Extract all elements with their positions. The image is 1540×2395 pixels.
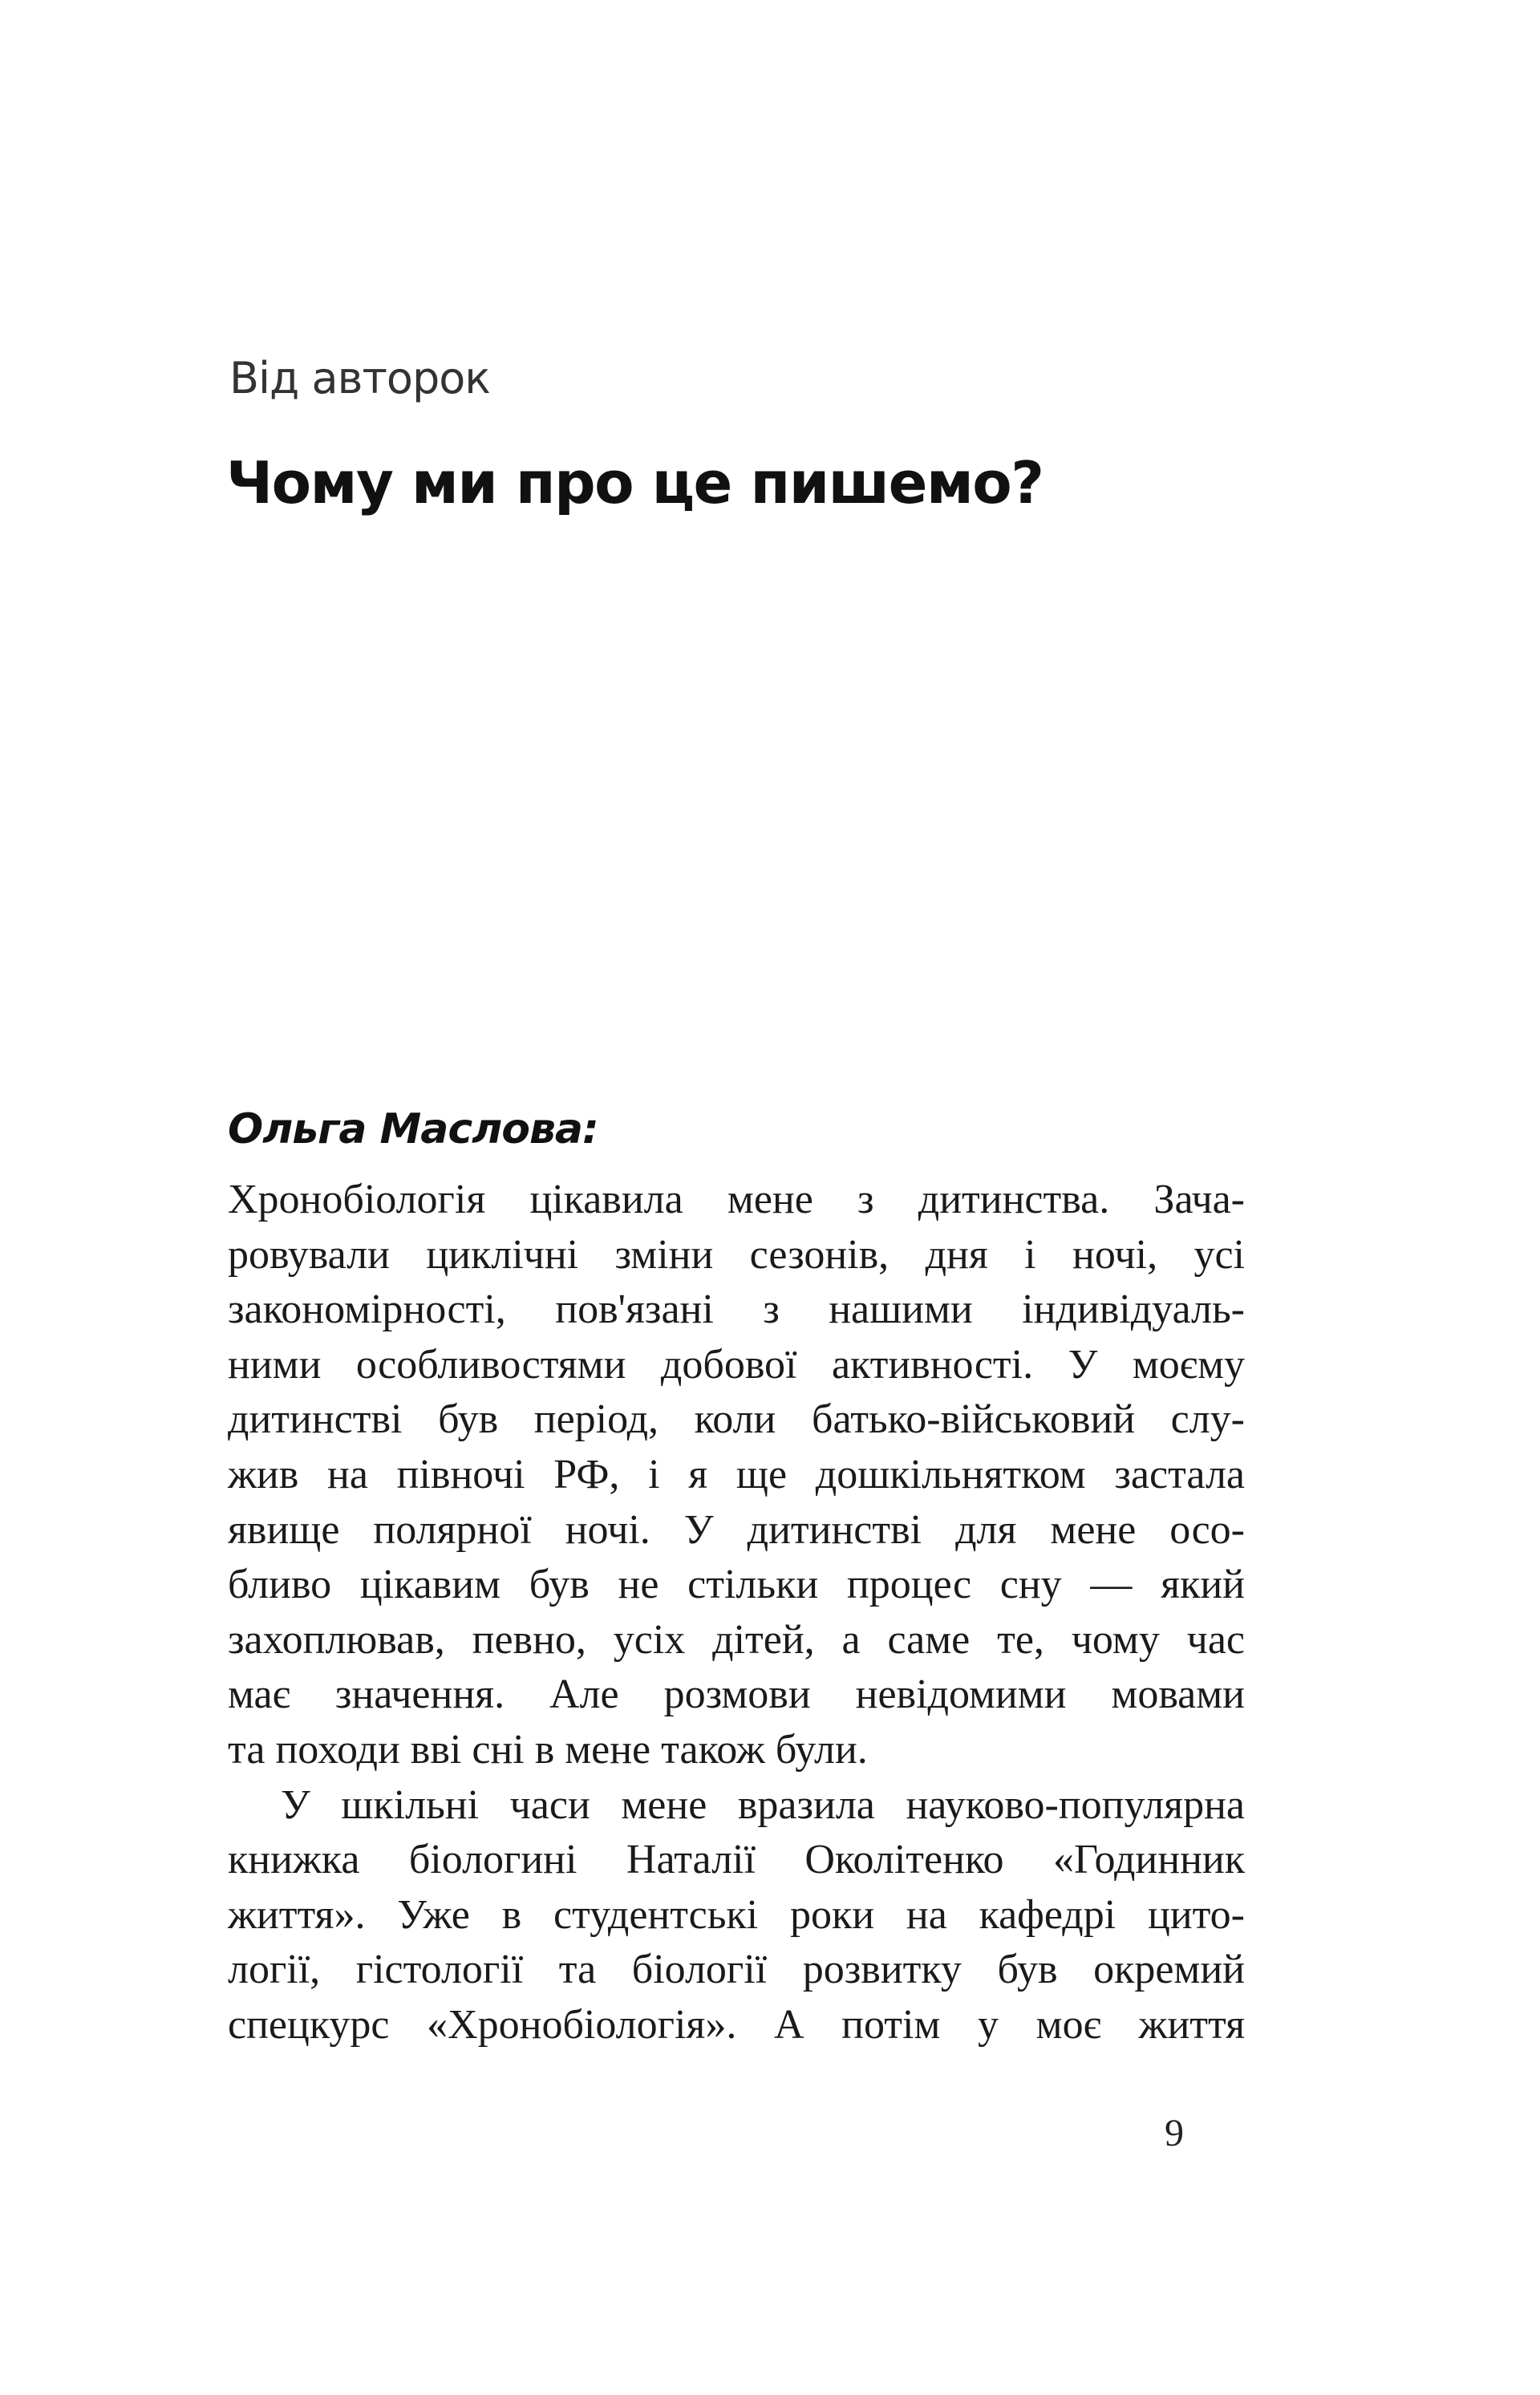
- text-line: явище полярної ночі. У дитинстві для мене осо-: [228, 1506, 1245, 1553]
- chapter-title: Чому ми про це пишемо?: [226, 449, 1044, 517]
- body-text: [228, 1173, 1245, 2053]
- page-number: 9: [1165, 2112, 1184, 2154]
- author-heading: Ольга Маслова:: [228, 1105, 598, 1153]
- text-line: ровували циклічні зміни сезонів, дня і ночі, усі: [228, 1231, 1245, 1278]
- text-line: книжка біологині Наталії Околітенко «Годинник: [228, 1837, 1245, 1883]
- text-line: жив на півночі РФ, і я ще дошкільнятком застала: [228, 1451, 1245, 1497]
- text-line: логії, гістології та біології розвитку був окремий: [228, 1947, 1245, 1993]
- text-line: У шкільні часи мене вразила науково-популярна: [281, 1781, 1245, 1828]
- text-line: та походи вві сні в мене також були.: [228, 1726, 868, 1773]
- text-line: має значення. Але розмови невідомими мовами: [228, 1672, 1245, 1718]
- text-line: життя». Уже в студентські роки на кафедрі цито-: [228, 1891, 1245, 1938]
- text-line: дитинстві був період, коли батько-військовий слу-: [228, 1396, 1245, 1443]
- section-label: Від авторок: [229, 353, 490, 403]
- text-line: спецкурс «Хронобіологія». А потім у моє життя: [228, 2001, 1245, 2048]
- text-line: ними особливостями добової активності. У моєму: [228, 1341, 1245, 1388]
- text-line: Хронобіологія цікавила мене з дитинства. Зача-: [228, 1177, 1245, 1222]
- text-line: захоплював, певно, усіх дітей, а саме те, чому час: [228, 1616, 1245, 1663]
- text-line: бливо цікавим був не стільки процес сну — який: [228, 1562, 1245, 1608]
- text-line: закономірності, пов'язані з нашими індивідуаль-: [228, 1287, 1245, 1333]
